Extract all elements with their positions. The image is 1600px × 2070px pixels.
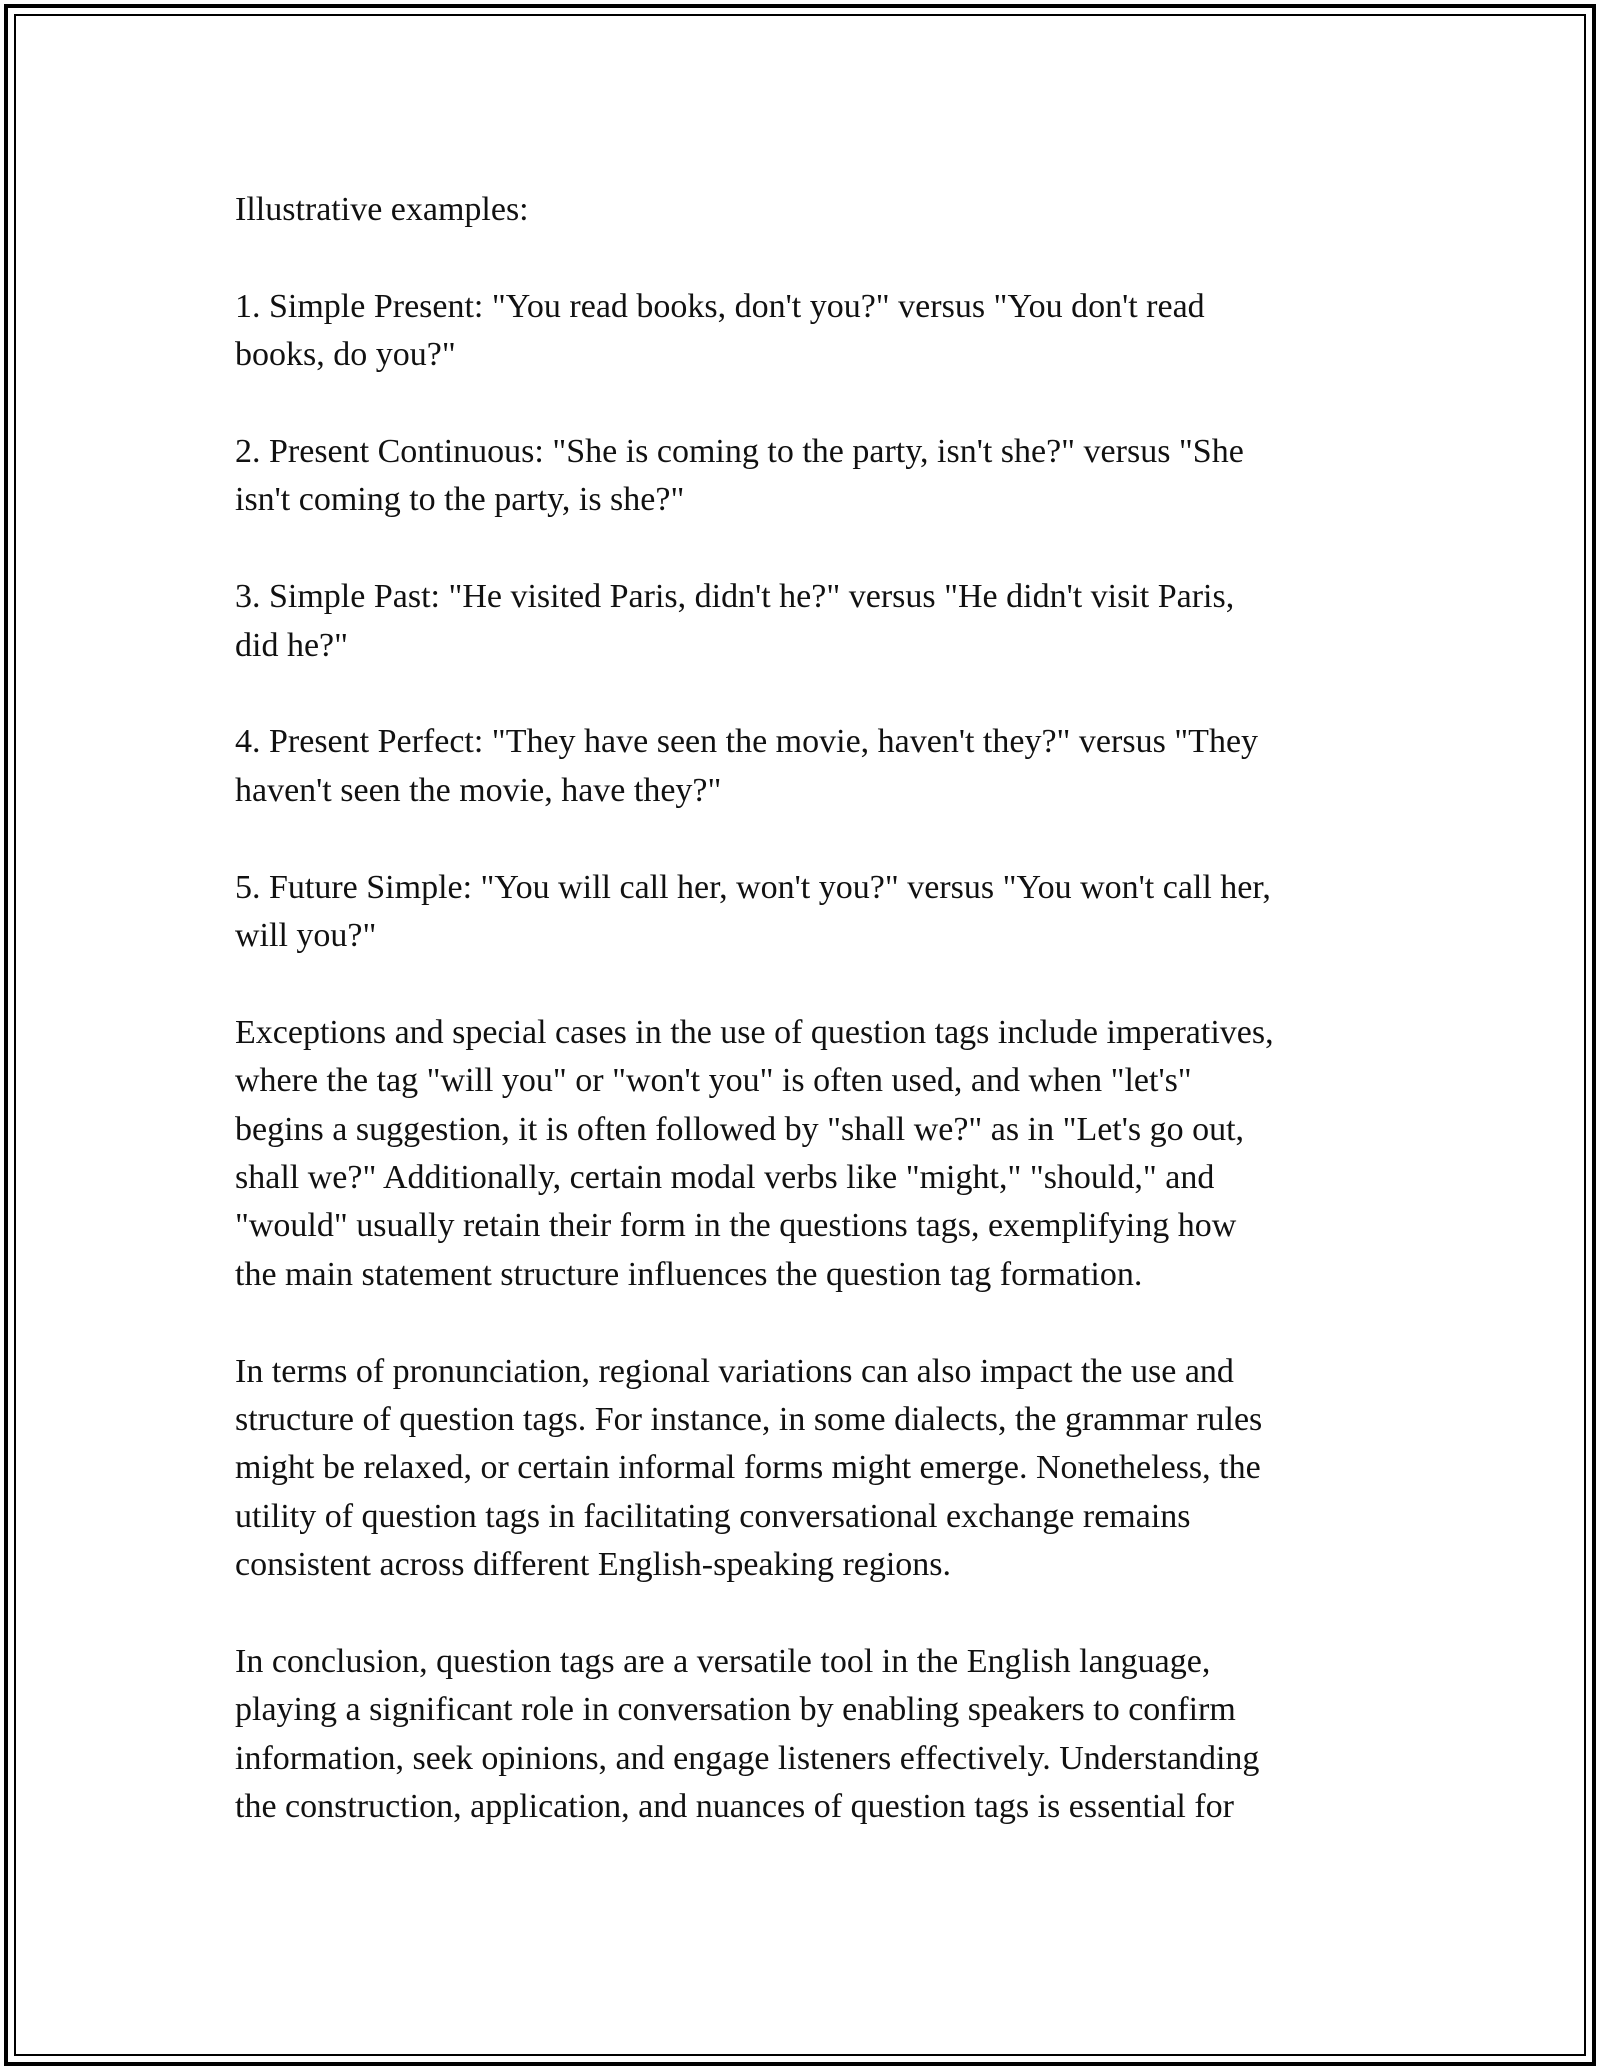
example-simple-past: 3. Simple Past: "He visited Paris, didn't he?" versus "He didn't visit Paris, did he?" bbox=[235, 578, 1235, 664]
example-future-simple: 5. Future Simple: "You will call her, won't you?" versus "You won't call her, will you?" bbox=[235, 868, 1271, 955]
paragraph-conclusion: In conclusion, question tags are a versatile tool in the English language, playing a significant role in conversation by enabling speakers to confirm information, seek opinions, and engage listeners effectively. Understanding the construction, application, and nuances of question tags is essential for bbox=[235, 1643, 1260, 1826]
example-present-perfect: 4. Present Perfect: "They have seen the movie, haven't they?" versus "They haven't seen the movie, have they?" bbox=[235, 723, 1259, 809]
example-simple-present: 1. Simple Present: "You read books, don't you?" versus "You don't read books, do you?" bbox=[235, 287, 1205, 374]
paragraph-pronunciation: In terms of pronunciation, regional variations can also impact the use and structure of question tags. For instance, in some dialects, the grammar rules might be relaxed, or certain informal forms might emerge. Nonetheless, the utility of question tags in facilitating conversational exchange remains consistent across different English-speaking regions. bbox=[235, 1352, 1263, 1584]
section-heading: Illustrative examples: bbox=[235, 191, 529, 228]
document-body bbox=[235, 186, 1385, 1832]
paragraph-exceptions: Exceptions and special cases in the use of question tags include imperatives, where the tag "will you" or "won't you" is often used, and when "let's" begins a suggestion, it is often followed by "shall we?" as in "Let's go out, shall we?" Additionally, certain modal verbs like "might," "should," and "would" usually retain their form in the questions tags, exemplifying how the main statement structure influences the question tag formation. bbox=[235, 1013, 1274, 1293]
example-present-continuous: 2. Present Continuous: "She is coming to the party, isn't she?" versus "She isn't coming to the party, is she?" bbox=[235, 433, 1244, 519]
